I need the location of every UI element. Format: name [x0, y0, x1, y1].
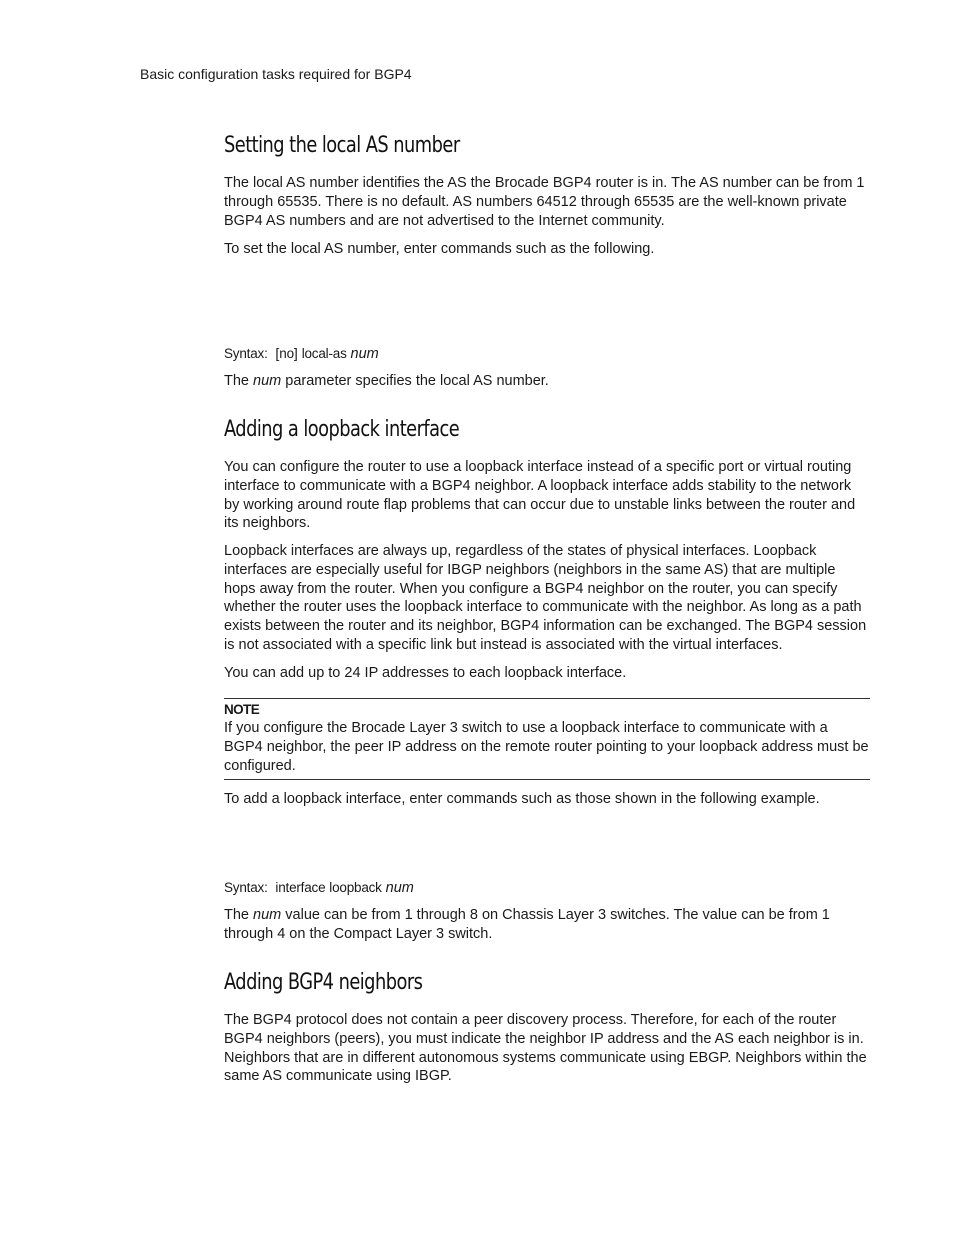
section-heading-local-as: Setting the local AS number	[224, 133, 460, 158]
note-text: If you configure the Brocade Layer 3 switch to use a loopback interface to communicate with a BGP4 neighbor, the peer IP address on the remote router pointing to your loopback address must be configured.	[224, 720, 869, 774]
paragraph: To set the local AS number, enter commands such as the following.	[224, 241, 655, 257]
syntax-parameter: num	[350, 346, 379, 362]
parameter-description	[224, 906, 870, 944]
syntax-label: Syntax:	[224, 880, 268, 895]
syntax-command: local-as	[301, 346, 347, 361]
paragraph: The local AS number identifies the AS the Brocade BGP4 router is in. The AS number can be from 1 through 65535. There is no default. AS numbers 64512 through 65535 are the well-known private BGP4 AS numbers and are not advertised to the Internet community.	[224, 175, 865, 229]
syntax-label: Syntax:	[224, 346, 268, 361]
text-fragment: The	[224, 907, 249, 923]
syntax-parameter: num	[385, 880, 414, 896]
text-fragment: parameter specifies the local AS number.	[285, 373, 549, 389]
text-fragment: The	[224, 373, 249, 389]
parameter-description	[224, 372, 870, 391]
paragraph: You can configure the router to use a loopback interface instead of a specific port or virtual routing interface to communicate with a BGP4 neighbor. A loopback interface adds stability to the network by working around route flap problems that can occur due to unstable links between the router and its neighbors.	[224, 459, 856, 532]
syntax-bracket-open: [	[275, 345, 280, 361]
syntax-line-loopback	[224, 878, 414, 897]
note-top-rule	[224, 698, 870, 699]
syntax-bracket-close: ]	[293, 345, 298, 361]
syntax-keyword-no: no	[279, 346, 294, 361]
note-bottom-rule	[224, 779, 870, 780]
parameter-name: num	[253, 907, 282, 923]
syntax-command: loopback	[329, 880, 382, 895]
paragraph: You can add up to 24 IP addresses to each loopback interface.	[224, 665, 627, 681]
paragraph: Loopback interfaces are always up, regardless of the states of physical interfaces. Loopback interfaces are especially useful for IBGP neighbors (neighbors in the same AS) that are multiple hops away from the router. When you configure a BGP4 neighbor on the router, you can specify whether the router uses the loopback interface to communicate with the neighbor. As long as a path exists between the router and its neighbor, BGP4 information can be exchanged. The BGP4 session is not associated with a specific link but instead is associated with the virtual interfaces.	[224, 543, 867, 653]
syntax-line-local-as	[224, 344, 379, 363]
running-header: Basic configuration tasks required for BGP4	[140, 66, 412, 82]
paragraph: The BGP4 protocol does not contain a peer discovery process. Therefore, for each of the router BGP4 neighbors (peers), you must indicate the neighbor IP address and the AS each neighbor is in. Neighbors that are in different autonomous systems communicate using EBGP. Neighbors within the same AS communicate using IBGP.	[224, 1012, 867, 1085]
section-heading-loopback: Adding a loopback interface	[224, 417, 460, 442]
note-label: NOTE	[224, 702, 260, 717]
paragraph: To add a loopback interface, enter commands such as those shown in the following example.	[224, 791, 820, 807]
text-fragment: value can be from 1 through 8 on Chassis Layer 3 switches. The value can be from 1 through 4 on the Compact Layer 3 switch.	[224, 907, 830, 942]
parameter-name: num	[253, 373, 282, 389]
section-heading-neighbors: Adding BGP4 neighbors	[224, 970, 423, 995]
syntax-command: interface	[275, 880, 326, 895]
